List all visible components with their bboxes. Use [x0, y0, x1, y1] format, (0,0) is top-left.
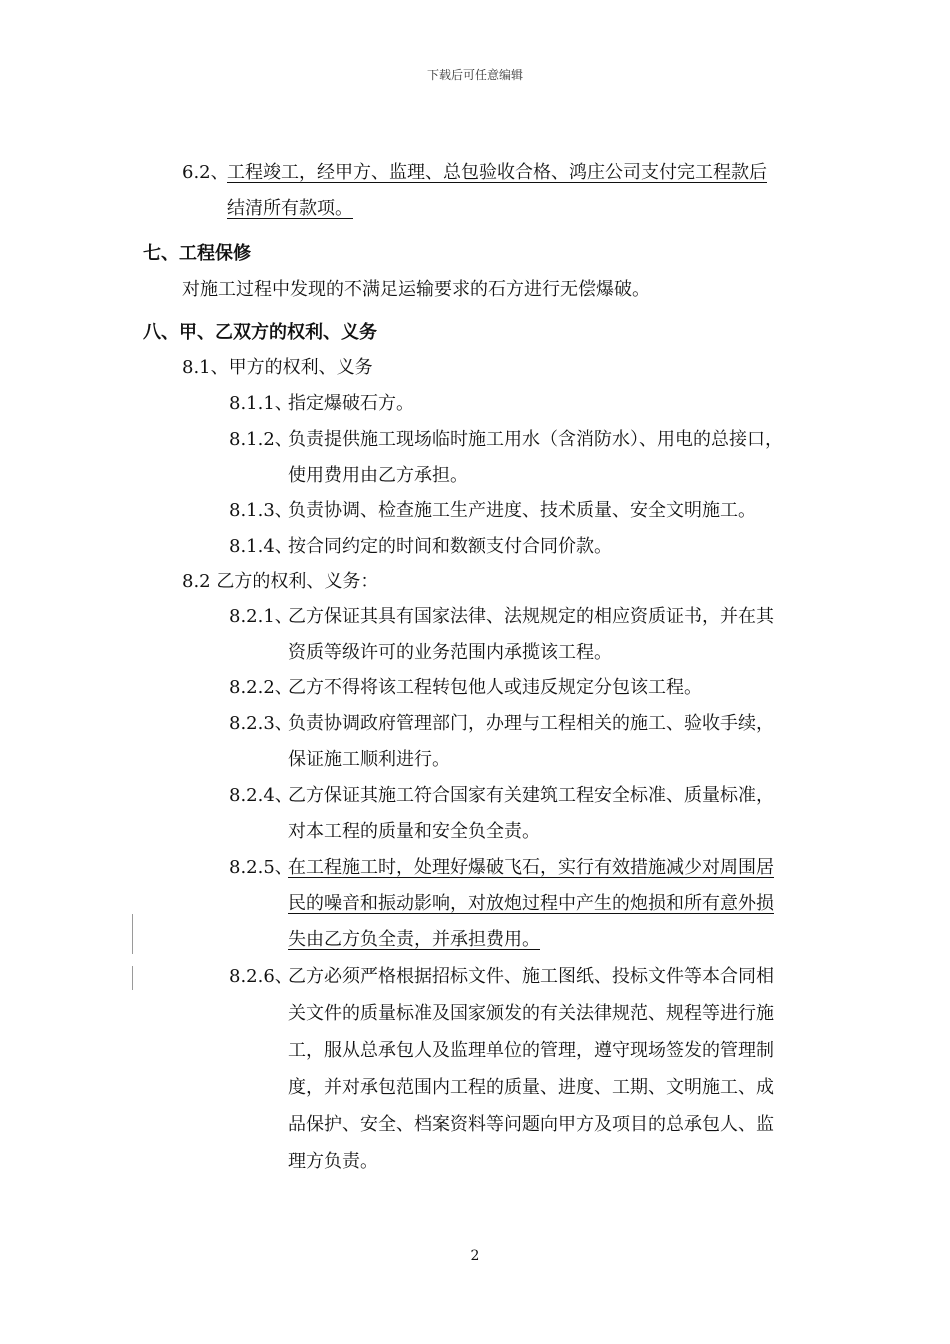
clause-8-2-6-line-1: 乙方必须严格根据招标文件、施工图纸、投标文件等本合同相 [288, 966, 774, 987]
clause-8-2-1-line-2: 资质等级许可的业务范围内承揽该工程。 [288, 642, 612, 663]
page-header: 下载后可任意编辑 [426, 68, 523, 82]
revision-change-bar [132, 914, 133, 954]
clause-8-1-2-line-1: 负责提供施工现场临时施工用水（含消防水）、用电的总接口， [288, 429, 783, 450]
clause-8-2-3-number: 8.2.3、 [229, 713, 293, 734]
clause-8-1-2-line-2: 使用费用由乙方承担。 [288, 465, 468, 486]
clause-8-1-4-number: 8.1.4、 [229, 536, 293, 557]
clause-8-2-5-number: 8.2.5、 [229, 857, 293, 878]
clause-8-1-label: 8.1、甲方的权利、义务 [182, 357, 373, 378]
clause-8-2-5-line-2: 民的噪音和振动影响，对放炮过程中产生的炮损和所有意外损 [288, 893, 774, 914]
clause-8-1-3-number: 8.1.3、 [229, 500, 293, 521]
clause-8-2-1-number: 8.2.1、 [229, 606, 293, 627]
revision-change-bar [132, 966, 133, 990]
clause-8-2-6-line-4: 度，并对承包范围内工程的质量、进度、工期、文明施工、成 [288, 1077, 774, 1098]
clause-8-2-2-text: 乙方不得将该工程转包他人或违反规定分包该工程。 [288, 677, 702, 698]
clause-8-2-2-number: 8.2.2、 [229, 677, 293, 698]
clause-8-1-3-text: 负责协调、检查施工生产进度、技术质量、安全文明施工。 [288, 500, 756, 521]
clause-8-2-6-line-6: 理方负责。 [288, 1151, 378, 1172]
clause-8-2-4-line-1: 乙方保证其施工符合国家有关建筑工程安全标准、质量标准， [288, 785, 774, 806]
section-7-heading: 七、工程保修 [143, 243, 251, 264]
clause-8-1-1-text: 指定爆破石方。 [288, 393, 414, 414]
section-8-heading: 八、甲、乙双方的权利、义务 [143, 322, 377, 343]
clause-8-2-label: 8.2 乙方的权利、义务： [182, 571, 379, 592]
clause-8-1-1-number: 8.1.1、 [229, 393, 293, 414]
clause-8-2-5-line-1: 在工程施工时，处理好爆破飞石，实行有效措施减少对周围居 [288, 857, 774, 878]
clause-8-2-5-line-3: 失由乙方负全责，并承担费用。 [288, 929, 540, 950]
clause-8-2-4-line-2: 对本工程的质量和安全负全责。 [288, 821, 540, 842]
clause-6-2-line-2: 结清所有款项。 [227, 198, 353, 219]
clause-8-1-2-number: 8.1.2、 [229, 429, 293, 450]
clause-8-2-6-line-2: 关文件的质量标准及国家颁发的有关法律规范、规程等进行施 [288, 1003, 774, 1024]
clause-8-2-6-number: 8.2.6、 [229, 966, 293, 987]
clause-6-2-line-1: 工程竣工，经甲方、监理、总包验收合格、鸿庄公司支付完工程款后 [227, 162, 767, 183]
clause-8-2-4-number: 8.2.4、 [229, 785, 293, 806]
clause-8-2-6-line-5: 品保护、安全、档案资料等问题向甲方及项目的总承包人、监 [288, 1114, 774, 1135]
clause-8-2-3-line-2: 保证施工顺利进行。 [288, 749, 450, 770]
clause-8-2-3-line-1: 负责协调政府管理部门，办理与工程相关的施工、验收手续， [288, 713, 774, 734]
page-number: 2 [470, 1248, 480, 1264]
clause-8-2-6-line-3: 工，服从总承包人及监理单位的管理，遵守现场签发的管理制 [288, 1040, 774, 1061]
clause-8-1-4-text: 按合同约定的时间和数额支付合同价款。 [288, 536, 612, 557]
clause-6-2-number: 6.2、 [182, 162, 229, 183]
clause-8-2-1-line-1: 乙方保证其具有国家法律、法规规定的相应资质证书，并在其 [288, 606, 774, 627]
section-7-body: 对施工过程中发现的不满足运输要求的石方进行无偿爆破。 [182, 279, 650, 300]
